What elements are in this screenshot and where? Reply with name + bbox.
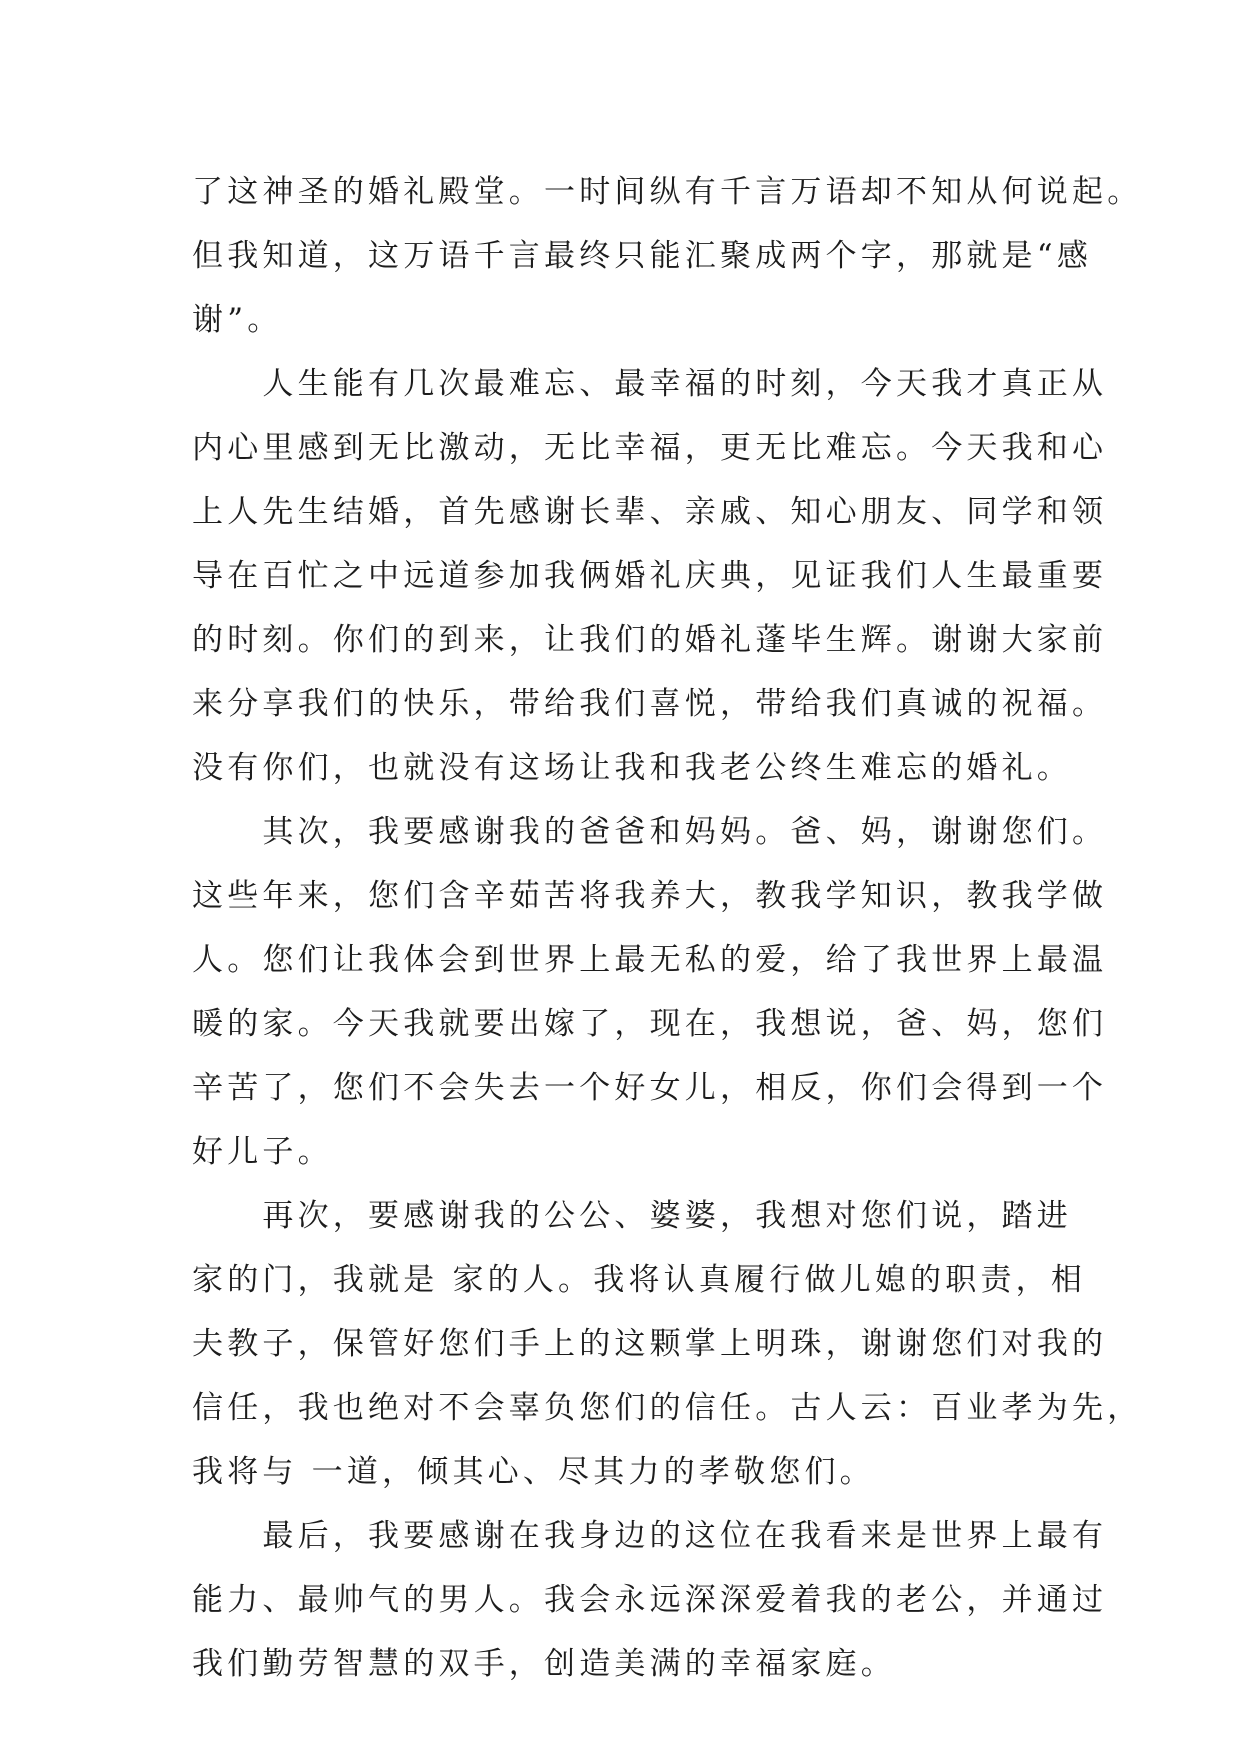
text-line: 上人先生结婚，首先感谢长辈、亲戚、知心朋友、同学和领 bbox=[192, 494, 1108, 530]
text-line: 夫教子，保管好您们手上的这颗掌上明珠，谢谢您们对我的 bbox=[192, 1326, 1108, 1362]
text-line: 其次，我要感谢我的爸爸和妈妈。爸、妈，谢谢您们。 bbox=[192, 814, 1108, 850]
text-line: 好儿子。 bbox=[192, 1134, 333, 1170]
text-line: 我们勤劳智慧的双手，创造美满的幸福家庭。 bbox=[192, 1646, 896, 1682]
text-line: 的时刻。你们的到来，让我们的婚礼蓬毕生辉。谢谢大家前 bbox=[192, 622, 1108, 658]
text-line: 了这神圣的婚礼殿堂。一时间纵有千言万语却不知从何说起。 bbox=[192, 174, 1143, 210]
text-line: 这些年来，您们含辛茹苦将我养大，教我学知识，教我学做 bbox=[192, 878, 1108, 914]
text-line: 家的门，我就是 家的人。我将认真履行做儿媳的职责，相 bbox=[192, 1262, 1087, 1298]
text-line: 导在百忙之中远道参加我俩婚礼庆典，见证我们人生最重要 bbox=[192, 558, 1108, 594]
text-line: 谢”。 bbox=[192, 302, 283, 338]
text-line: 最后，我要感谢在我身边的这位在我看来是世界上最有 bbox=[192, 1518, 1108, 1554]
text-line: 再次，要感谢我的公公、婆婆，我想对您们说，踏进 bbox=[192, 1198, 1072, 1234]
text-line: 我将与 一道，倾其心、尽其力的孝敬您们。 bbox=[192, 1454, 875, 1490]
text-line: 人生能有几次最难忘、最幸福的时刻，今天我才真正从 bbox=[192, 366, 1108, 402]
text-line: 信任，我也绝对不会辜负您们的信任。古人云：百业孝为先， bbox=[192, 1390, 1143, 1426]
text-line: 人。您们让我体会到世界上最无私的爱，给了我世界上最温 bbox=[192, 942, 1108, 978]
text-line: 内心里感到无比激动，无比幸福，更无比难忘。今天我和心 bbox=[192, 430, 1108, 466]
text-line: 来分享我们的快乐，带给我们喜悦，带给我们真诚的祝福。 bbox=[192, 686, 1108, 722]
text-line: 但我知道，这万语千言最终只能汇聚成两个字，那就是“感 bbox=[192, 238, 1093, 274]
text-line: 暖的家。今天我就要出嫁了，现在，我想说，爸、妈，您们 bbox=[192, 1006, 1108, 1042]
text-line: 能力、最帅气的男人。我会永远深深爱着我的老公，并通过 bbox=[192, 1582, 1108, 1618]
text-line: 辛苦了，您们不会失去一个好女儿，相反，你们会得到一个 bbox=[192, 1070, 1108, 1106]
body-text bbox=[192, 160, 1143, 1696]
text-line: 没有你们，也就没有这场让我和我老公终生难忘的婚礼。 bbox=[192, 750, 1072, 786]
